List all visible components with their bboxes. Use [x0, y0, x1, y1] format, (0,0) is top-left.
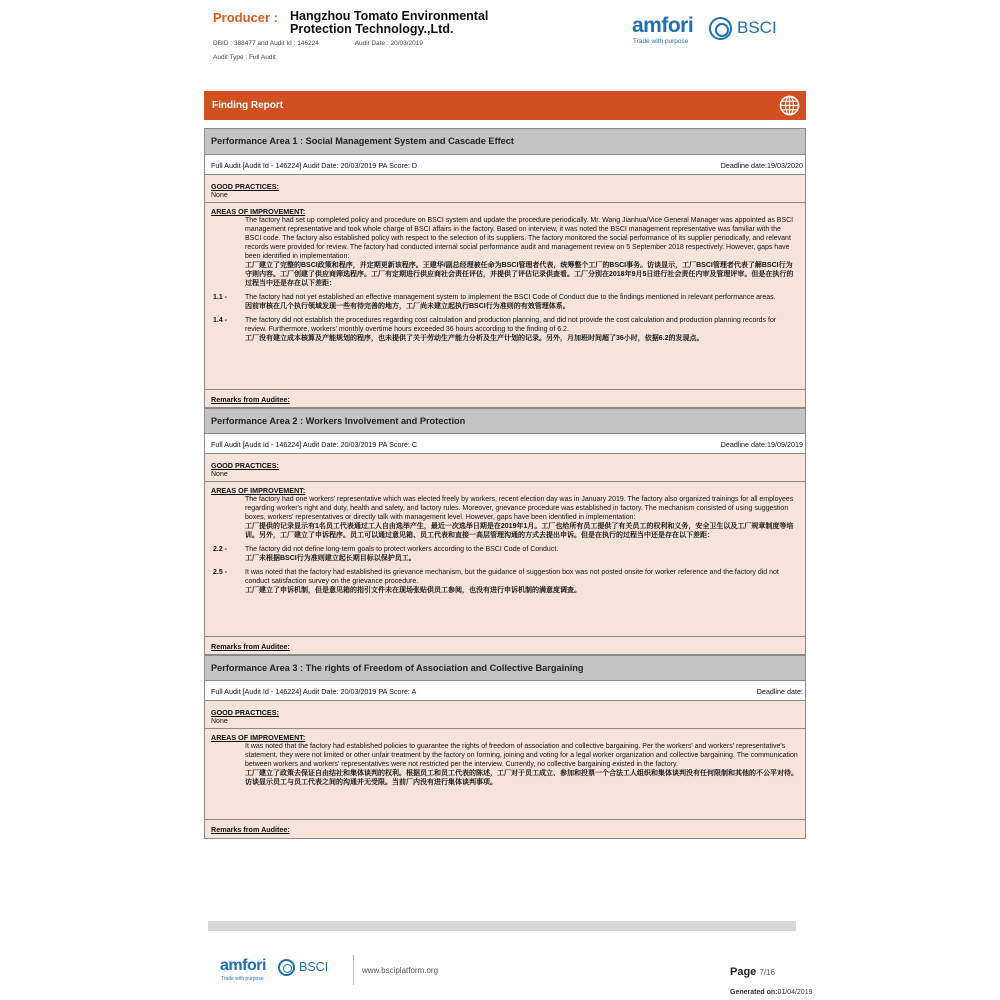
finding-text: It was noted that the factory had established its grievance mechanism, but the guidance of suggestion box was not posted onsite for worker reference and the factory did not conduct satisfaction survey on the grievance procedure. — [245, 569, 779, 585]
remarks-from-auditee: Remarks from Auditee: — [211, 825, 290, 834]
producer-name: Hangzhou Tomato Environmental Protection Technology.,Ltd. — [290, 9, 489, 36]
audit-meta — [213, 40, 423, 47]
good-practices-value: None — [211, 471, 228, 478]
finding-text-cn: 工厂没有建立成本核算及产能规划的程序，也未提供了关于劳动生产能力分析及生产计划的记录。另外，月加班时间超了36小时，依据6.2的发现点。 — [245, 335, 704, 342]
deadline-date: Deadline date: — [756, 687, 803, 696]
scrollbar-track — [208, 921, 796, 931]
remarks-from-auditee: Remarks from Auditee: — [205, 390, 805, 408]
globe-icon — [779, 95, 800, 116]
audit-type-text: Audit Type : Full Audit — [213, 54, 276, 61]
producer-label: Producer : — [213, 10, 279, 25]
good-practices-label: GOOD PRACTICES: — [211, 182, 279, 191]
finding-text-cn: 因前审核在几个执行领域发现一些有待完善的地方，工厂尚未建立起执行BSCI行为准则的有效管理体系。 — [245, 303, 570, 310]
page-num: 7/16 — [759, 968, 775, 977]
logo-tagline: Trade with purpose — [633, 38, 689, 45]
areas-of-improvement — [205, 729, 805, 820]
finding-report-bar — [204, 91, 806, 120]
finding-item — [211, 316, 799, 343]
performance-area-header — [205, 655, 805, 681]
amfori-bsci-footer-logo — [220, 957, 340, 985]
area-title: Performance Area 2 : Workers Involvement and Protection — [211, 416, 466, 426]
logo-brand: amfori — [632, 14, 694, 37]
good-practices — [205, 175, 805, 203]
logo-brand: amfori — [220, 957, 266, 974]
improvement-intro-cn: 工厂建立了政策去保证自由结社和集体谈判的权利。根据员工和员工代表的陈述，工厂对于员工成立、参加和投票一个合法工人组织和集体谈判没有任何限制和其他的不公平对待。访谈显示员工与员工代表之间的沟通并无受限。当前厂内没有进行集体谈判事项。 — [245, 770, 798, 786]
generated-date: 01/04/2019 — [777, 989, 813, 996]
amfori-bsci-logo — [632, 14, 777, 50]
dbid-text: DBID : 388477 and Audit Id : 146224 — [213, 40, 319, 47]
finding-number: 1.4 - — [213, 317, 228, 324]
amfori-circle-icon — [278, 959, 295, 976]
audit-info-row — [205, 681, 805, 701]
finding-number: 2.5 - — [213, 569, 228, 576]
good-practices-label: GOOD PRACTICES: — [211, 708, 279, 717]
audit-line: Full Audit [Audit Id - 146224] Audit Date: 20/03/2019 PA Score: A — [211, 687, 417, 696]
logo-tagline: Trade with purpose — [221, 976, 264, 982]
finding-item — [211, 568, 799, 595]
good-practices-label: GOOD PRACTICES: — [211, 461, 279, 470]
audit-info-row — [205, 155, 805, 175]
audit-line: Full Audit [Audit Id - 146224] Audit Date: 20/03/2019 PA Score: D — [211, 161, 418, 170]
finding-text: The factory did not define long-term goals to protect workers according to the BSCI Code of Conduct. — [245, 546, 559, 553]
finding-text-cn: 工厂建立了申诉机制，但是意见箱的指引文件未在现场张贴供员工参阅，也没有进行申诉机制的满意度调查。 — [245, 587, 581, 594]
page-label: Page — [730, 966, 757, 978]
logo-sub: BSCI — [737, 18, 777, 37]
finding-text: The factory did not establish the procedures regarding cost calculation and production planning, and did not provide the cost calculation and production planning records for review. Furthermore, workers' monthly overtime hours exceeded 36 hours according to the finding of 6.2. — [245, 317, 777, 333]
page-number — [730, 966, 775, 978]
footer-url[interactable]: www.bsciplatform.org — [362, 966, 439, 975]
logo-sub: BSCI — [299, 960, 329, 974]
good-practices-value: None — [211, 718, 228, 725]
areas-of-improvement — [205, 482, 805, 637]
deadline-date: Deadline date:19/09/2019 — [720, 440, 803, 449]
remarks-from-auditee: Remarks from Auditee: — [205, 637, 805, 655]
performance-area-header — [205, 129, 805, 155]
finding-text: The factory had not yet established an effective management system to implement the BSCI Code of Conduct due to the findings mentioned in relevant performance areas. — [245, 294, 776, 301]
good-practices-value: None — [211, 192, 228, 199]
improvement-label: AREAS OF IMPROVEMENT: — [211, 486, 306, 495]
performance-area-header — [205, 408, 805, 434]
improvement-intro-cn: 工厂建立了完整的BSCI政策和程序，并定期更新该程序。王建华/副总经理被任命为BSCI管理者代表，统筹整个工厂的BSCI事务。访谈显示，工厂BSCI管理者代表了解BSCI行为守则内容。工厂创建了供应商筛选程序。工厂有定期进行供应商社会责任评估，并提供了评估记录供查看。工厂分别在2018年9月5日进行社会责任内审及管理评审。但是在执行的过程当中还是存在以下差距： — [245, 262, 794, 287]
areas-of-improvement — [205, 203, 805, 390]
audit-date-text: Audit Date : 20/03/2019 — [354, 40, 424, 47]
improvement-intro: The factory had set up completed policy and procedure on BSCI system and update the procedure periodically. Mr. Wang Jianhua/Vice General Manager was appointed as BSCI management representative and took whole charge of BSCI affairs in the factory. Based on interview, it was noted the BSCI management representative was familiar with the BSCI code. The factory also established policy with respect to the selection of its suppliers. The factory monitored the social performance of its supplier periodically, and relevant records were provided for review. The factory had conducted internal social performance audit and management review on 5 September 2018 respectively. However, gaps have been identified in implementation: — [245, 217, 794, 260]
finding-number: 2.2 - — [213, 546, 228, 553]
generated-on — [730, 989, 813, 996]
improvement-intro: It was noted that the factory had established policies to guarantee the rights of freedom of association and collective bargaining. Per the workers' and workers' representative's statement, they were not limited or other unfair treatment by the factory on forming, joining and voting for a legal worker organization and collective bargaining. The communication between workers and workers' representatives were not restricted per the interview. Currently, no collective bargaining existed in the factory. — [245, 743, 798, 768]
improvement-intro-cn: 工厂提供的记录显示有1名员工代表通过工人自由选举产生，最近一次选举日期是在2019年1月。工厂也给所有员工提供了有关员工的权利和义务，安全卫生以及工厂规章制度等培训。另外，工厂建立了申诉程序。员工可以通过意见箱、员工代表和直接一高层管理沟通的方式去提出申诉。但是在执行的过程当中还是存在以下差距： — [245, 523, 794, 539]
area-title: Performance Area 3 : The rights of Freedom of Association and Collective Bargaining — [211, 663, 584, 673]
audit-info-row — [205, 434, 805, 454]
audit-line: Full Audit [Audit Id - 146224] Audit Date: 20/03/2019 PA Score: C — [211, 440, 418, 449]
improvement-label: AREAS OF IMPROVEMENT: — [211, 207, 306, 216]
finding-text-cn: 工厂未根据BSCI行为准则建立起长期目标以保护员工。 — [245, 555, 416, 562]
finding-report-title: Finding Report — [212, 100, 284, 111]
amfori-circle-icon — [709, 17, 732, 40]
deadline-date: Deadline date:19/03/2020 — [720, 161, 803, 170]
footer-divider — [353, 955, 354, 985]
generated-label: Generated on: — [730, 989, 778, 996]
finding-number: 1.1 - — [213, 294, 228, 301]
improvement-label: AREAS OF IMPROVEMENT: — [211, 733, 306, 742]
good-practices — [205, 454, 805, 482]
good-practices — [205, 701, 805, 729]
findings-table — [204, 128, 806, 839]
finding-item — [211, 545, 799, 563]
improvement-intro: The factory had one workers' representative which was elected freely by workers, recent election day was in January 2019. The factory also organized trainings for all employees regarding worker's right and duty, health and safety, and factory rules. Moreover, grievance procedure was established in factory. The mechanism consisted of using suggestion boxes, workers' representatives or directly talk with management level. However, gaps have been identified in implementation: — [245, 496, 794, 521]
area-title: Performance Area 1 : Social Management System and Cascade Effect — [211, 136, 514, 146]
finding-item — [211, 293, 799, 311]
